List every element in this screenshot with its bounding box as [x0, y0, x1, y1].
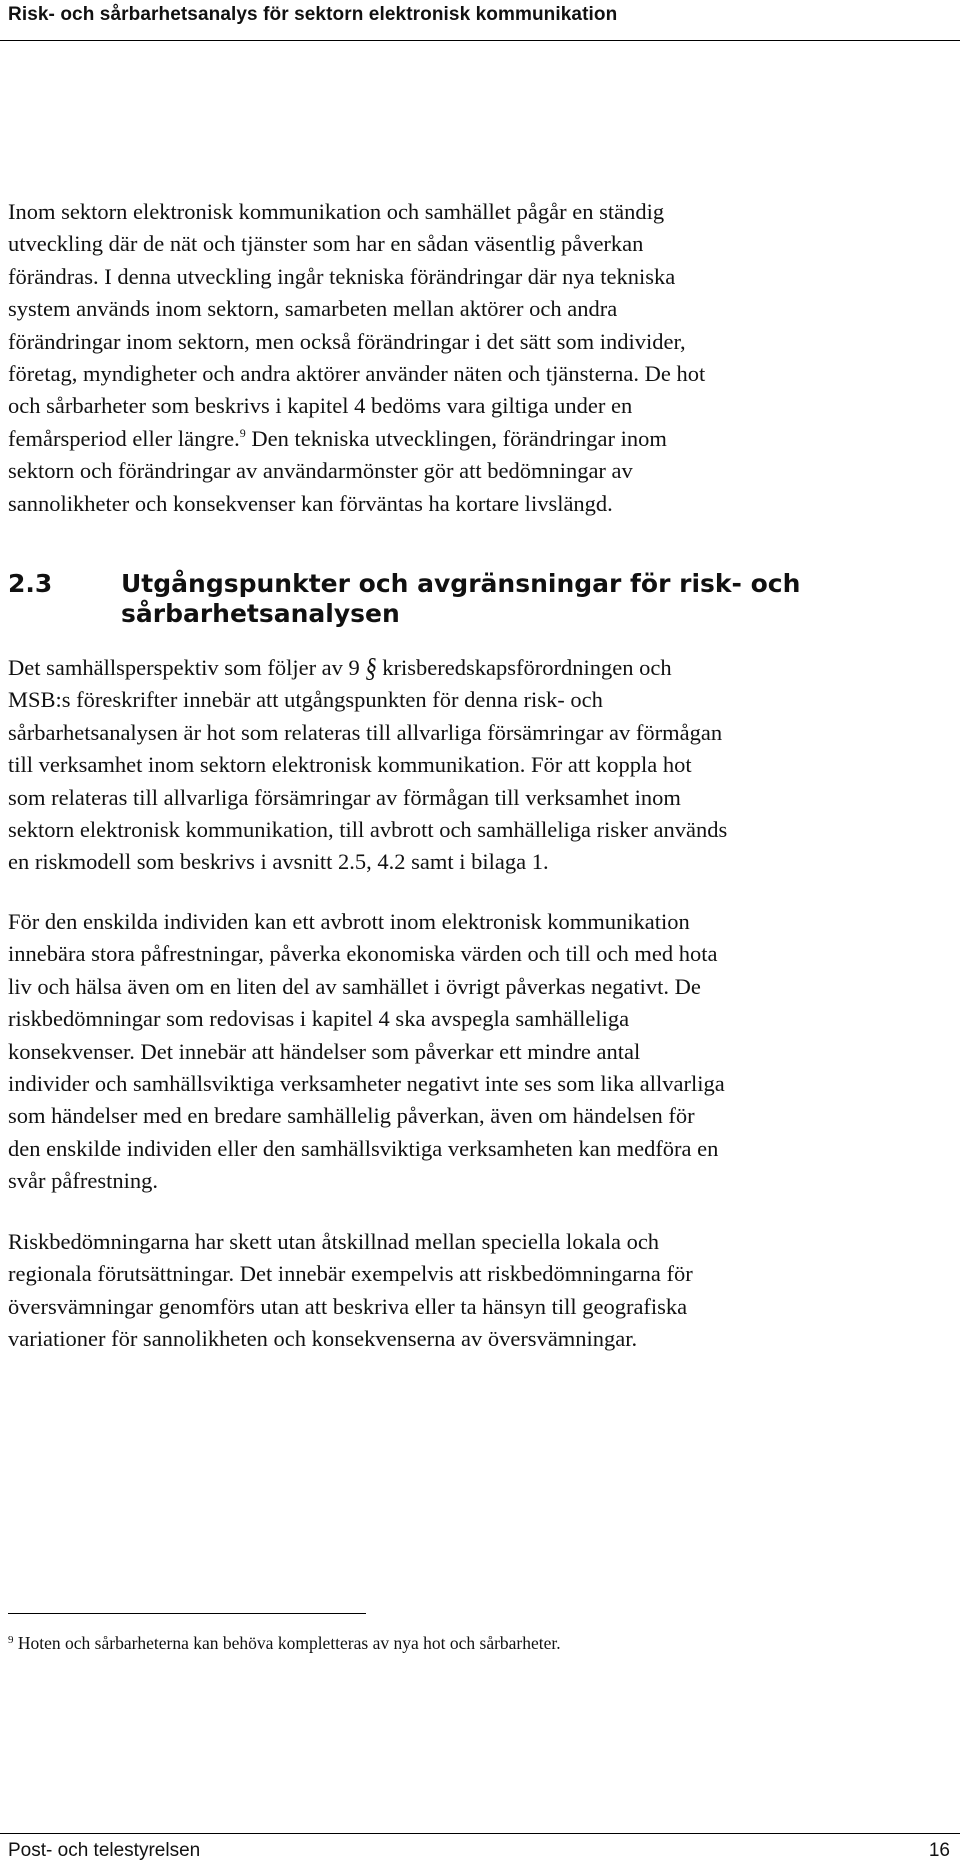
footnote-reference: 9: [239, 425, 246, 440]
header-divider: [0, 40, 960, 41]
footnote-divider: [8, 1613, 366, 1614]
page-header: [0, 0, 960, 44]
paragraph-individual: För den enskilda individen kan ett avbrott inom elektronisk kommunikation innebära stora påfrestningar, påverka ekonomiska värden och till och med hota liv och hälsa även om en liten del av samhället i övrigt påverkas negativt. De riskbedömningar som redovisas i kapitel 4 ska avspegla samhälleliga konsekvenser. Det innebär att händelser som påverkar ett mindre antal individer och samhällsviktiga verksamheter negativt inte ses som lika allvarliga som händelser med en bredare samhällelig påverkan, även om händelsen för den enskilde individen eller den samhällsviktiga verksamheten kan medföra en svår påfrestning.: [8, 909, 725, 1194]
page-number: 16: [928, 1840, 950, 1861]
footnote: [8, 1632, 561, 1654]
intro-paragraph: [8, 196, 956, 520]
section-title: Utgångspunkter och avgränsningar för risk- och sårbarhetsanalysen: [121, 569, 801, 628]
paragraph-text-continued: krisberedskapsförordningen och MSB:s föreskrifter innebär att utgångspunkten för denna risk- och sårbarhetsanalysen är hot som relateras till allvarliga försämringar av förmågan till verksamhet inom sektorn elektronisk kommunikation. För att koppla hot som relateras till allvarliga försämringar av förmågan till verksamhet inom sektorn elektronisk kommunikation, till avbrott och samhälleliga risker används en riskmodell som beskrivs i avsnitt 2.5, 4.2 samt i bilaga 1.: [8, 655, 728, 875]
document-title: Risk- och sårbarhetsanalys för sektorn elektronisk kommunikation: [8, 4, 618, 25]
publisher-name: Post- och telestyrelsen: [8, 1840, 201, 1861]
footnote-number: 9: [8, 1634, 14, 1646]
intro-text-continued: Den tekniska utvecklingen, förändringar inom sektorn och förändringar av användarmönster gör att bedömningar av sannolikheter och konsekvenser kan förväntas ha kortare livslängd.: [8, 425, 667, 516]
footnote-text: Hoten och sårbarheterna kan behöva kompletteras av nya hot och sårbarheter.: [13, 1633, 561, 1653]
section-sign: §: [365, 652, 377, 683]
footer-divider: [0, 1833, 960, 1834]
paragraph-perspective: [8, 652, 956, 879]
intro-text: Inom sektorn elektronisk kommunikation och samhället pågår en ständig utveckling där de nät och tjänster som har en sådan väsentlig påverkan förändras. I denna utveckling ingår tekniska förändringar där nya tekniska system används inom sektorn, samarbeten mellan aktörer och andra förändringar inom sektorn, men också förändringar i det sätt som individer, företag, myndigheter och andra aktörer använder näten och tjänsterna. De hot och sårbarheter som beskrivs i kapitel 4 bedöms vara giltiga under en femårsperiod eller längre.: [8, 199, 706, 451]
paragraph-text: Det samhällsperspektiv som följer av 9: [8, 655, 366, 680]
section-number: 2.3: [8, 569, 53, 598]
paragraph-regional: Riskbedömningarna har skett utan åtskillnad mellan speciella lokala och regionala förutsättningar. Det innebär exempelvis att riskbedömningarna för översvämningar genomförs utan att beskriva eller ta hänsyn till geografiska variationer för sannolikheten och konsekvenserna av översvämningar.: [8, 1229, 693, 1352]
